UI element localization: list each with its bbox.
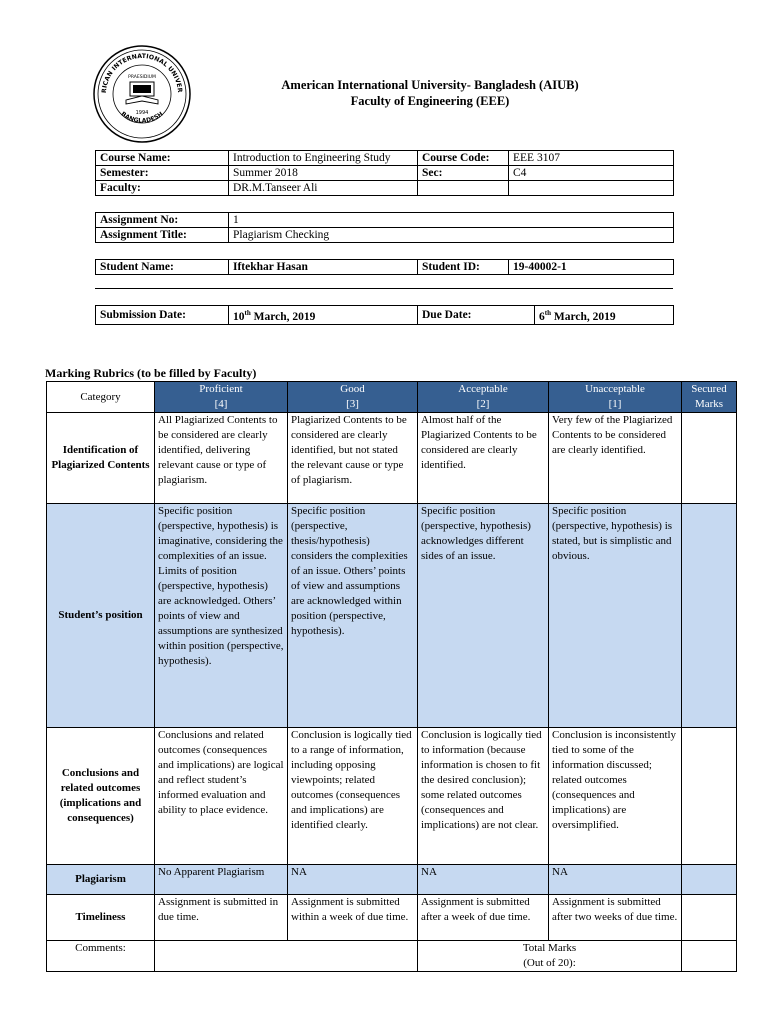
faculty-name: Faculty of Engineering (EEE)	[350, 94, 510, 108]
submission-date-label: Submission Date:	[96, 306, 229, 325]
total-marks-label: Total Marks (Out of 20):	[418, 941, 682, 972]
row-category: Identification of Plagiarized Contents	[47, 413, 155, 504]
cell-secured-marks[interactable]	[682, 504, 737, 728]
cell-unacceptable: Specific position (perspective, hypothesis) is stated, but is simplistic and obvious.	[549, 504, 682, 728]
row-category: Conclusions and related outcomes (implications and consequences)	[47, 728, 155, 865]
comments-field[interactable]	[155, 941, 418, 972]
row-category: Student’s position	[47, 504, 155, 728]
rubric-table	[46, 381, 737, 972]
course-name-value: Introduction to Engineering Study	[229, 151, 418, 166]
cell-acceptable: Conclusion is logically tied to information (because information is chosen to fit the desired conclusion); some related outcomes (consequences and implications) are not clear.	[418, 728, 549, 865]
logo-motto: PRAESIDIUM	[128, 75, 156, 80]
cell-unacceptable: Very few of the Plagiarized Contents to be considered are clearly identified.	[549, 413, 682, 504]
cell-proficient: Conclusions and related outcomes (consequences and implications) are logical and reflect student’s informed evaluation and ability to place evidence.	[155, 728, 288, 865]
course-info-table	[95, 150, 674, 196]
student-name-value: Iftekhar Hasan	[229, 260, 418, 275]
assignment-no-label: Assignment No:	[96, 213, 229, 228]
sec-value: C4	[509, 166, 674, 181]
header-category: Category	[47, 382, 155, 413]
row-category: Plagiarism	[47, 865, 155, 895]
header-secured-marks: Secured Marks	[682, 382, 737, 413]
cell-good: Specific position (perspective, thesis/hypothesis) considers the complexities of an issue. Others’ points of view and assumptions are acknowledged within position (perspective, hypothesis).	[288, 504, 418, 728]
due-date-value: 6th March, 2019	[535, 306, 674, 325]
cell-secured-marks[interactable]	[682, 728, 737, 865]
course-code-value: EEE 3107	[509, 151, 674, 166]
cell-proficient: Assignment is submitted in due time.	[155, 895, 288, 941]
rubric-row	[47, 413, 737, 504]
university-name: American International University- Bangladesh (AIUB)	[281, 78, 579, 92]
cell-good: Assignment is submitted within a week of due time.	[288, 895, 418, 941]
divider-line	[95, 288, 673, 289]
header-acceptable: Acceptable [2]	[418, 382, 549, 413]
logo-text-top: RICAN INTERNATIONAL UNIVER	[100, 52, 184, 94]
assignment-title-label: Assignment Title:	[96, 228, 229, 243]
total-marks-field[interactable]	[682, 941, 737, 972]
document-header	[230, 77, 630, 109]
header-good: Good [3]	[288, 382, 418, 413]
cell-unacceptable: Conclusion is inconsistently tied to some of the information discussed; related outcomes (consequences and implications) are oversimplified.	[549, 728, 682, 865]
assignment-title-value: Plagiarism Checking	[229, 228, 674, 243]
assignment-table	[95, 212, 674, 243]
cell-acceptable: Almost half of the Plagiarized Contents to be considered are clearly identified.	[418, 413, 549, 504]
cell-good: Plagiarized Contents to be considered are clearly identified, but not stated the relevant cause or type of plagiarism.	[288, 413, 418, 504]
faculty-label: Faculty:	[96, 181, 229, 196]
semester-label: Semester:	[96, 166, 229, 181]
cell-good: Conclusion is logically tied to a range of information, including opposing viewpoints; related outcomes (consequences and implications) are identified clearly.	[288, 728, 418, 865]
header-unacceptable: Unacceptable [1]	[549, 382, 682, 413]
header-proficient: Proficient [4]	[155, 382, 288, 413]
logo-year: 1994	[135, 110, 149, 116]
cell-secured-marks[interactable]	[682, 413, 737, 504]
semester-value: Summer 2018	[229, 166, 418, 181]
student-table	[95, 259, 674, 275]
course-code-label: Course Code:	[418, 151, 509, 166]
cell-proficient: All Plagiarized Contents to be considered are clearly identified, delivering relevant cause or type of plagiarism.	[155, 413, 288, 504]
comments-label: Comments:	[47, 941, 155, 972]
student-name-label: Student Name:	[96, 260, 229, 275]
cell-unacceptable: Assignment is submitted after two weeks of due time.	[549, 895, 682, 941]
comments-row	[47, 941, 737, 972]
rubric-title: Marking Rubrics (to be filled by Faculty)	[45, 366, 257, 380]
rubric-row	[47, 865, 737, 895]
cell-acceptable: Assignment is submitted after a week of due time.	[418, 895, 549, 941]
university-logo	[92, 44, 192, 144]
assignment-no-value: 1	[229, 213, 674, 228]
student-id-label: Student ID:	[418, 260, 509, 275]
course-name-label: Course Name:	[96, 151, 229, 166]
cell-proficient: No Apparent Plagiarism	[155, 865, 288, 895]
rubric-row	[47, 728, 737, 865]
cell-secured-marks[interactable]	[682, 865, 737, 895]
row-category: Timeliness	[47, 895, 155, 941]
cell-proficient: Specific position (perspective, hypothesis) is imaginative, considering the complexities of an issue. Limits of position (perspective, hypothesis) are acknowledged. Others’ points of view and assumptions are synthesized within position (perspective, hypothesis).	[155, 504, 288, 728]
cell-good: NA	[288, 865, 418, 895]
rubric-row	[47, 895, 737, 941]
submission-date-value: 10th March, 2019	[229, 306, 418, 325]
cell-unacceptable: NA	[549, 865, 682, 895]
cell-acceptable: Specific position (perspective, hypothesis) acknowledges different sides of an issue.	[418, 504, 549, 728]
due-date-label: Due Date:	[418, 306, 535, 325]
sec-label: Sec:	[418, 166, 509, 181]
dates-table	[95, 305, 674, 325]
cell-secured-marks[interactable]	[682, 895, 737, 941]
student-id-value: 19-40002-1	[509, 260, 674, 275]
logo-text-bottom: BANGLADESH	[119, 110, 165, 125]
cell-acceptable: NA	[418, 865, 549, 895]
rubric-row	[47, 504, 737, 728]
faculty-value: DR.M.Tanseer Ali	[229, 181, 418, 196]
